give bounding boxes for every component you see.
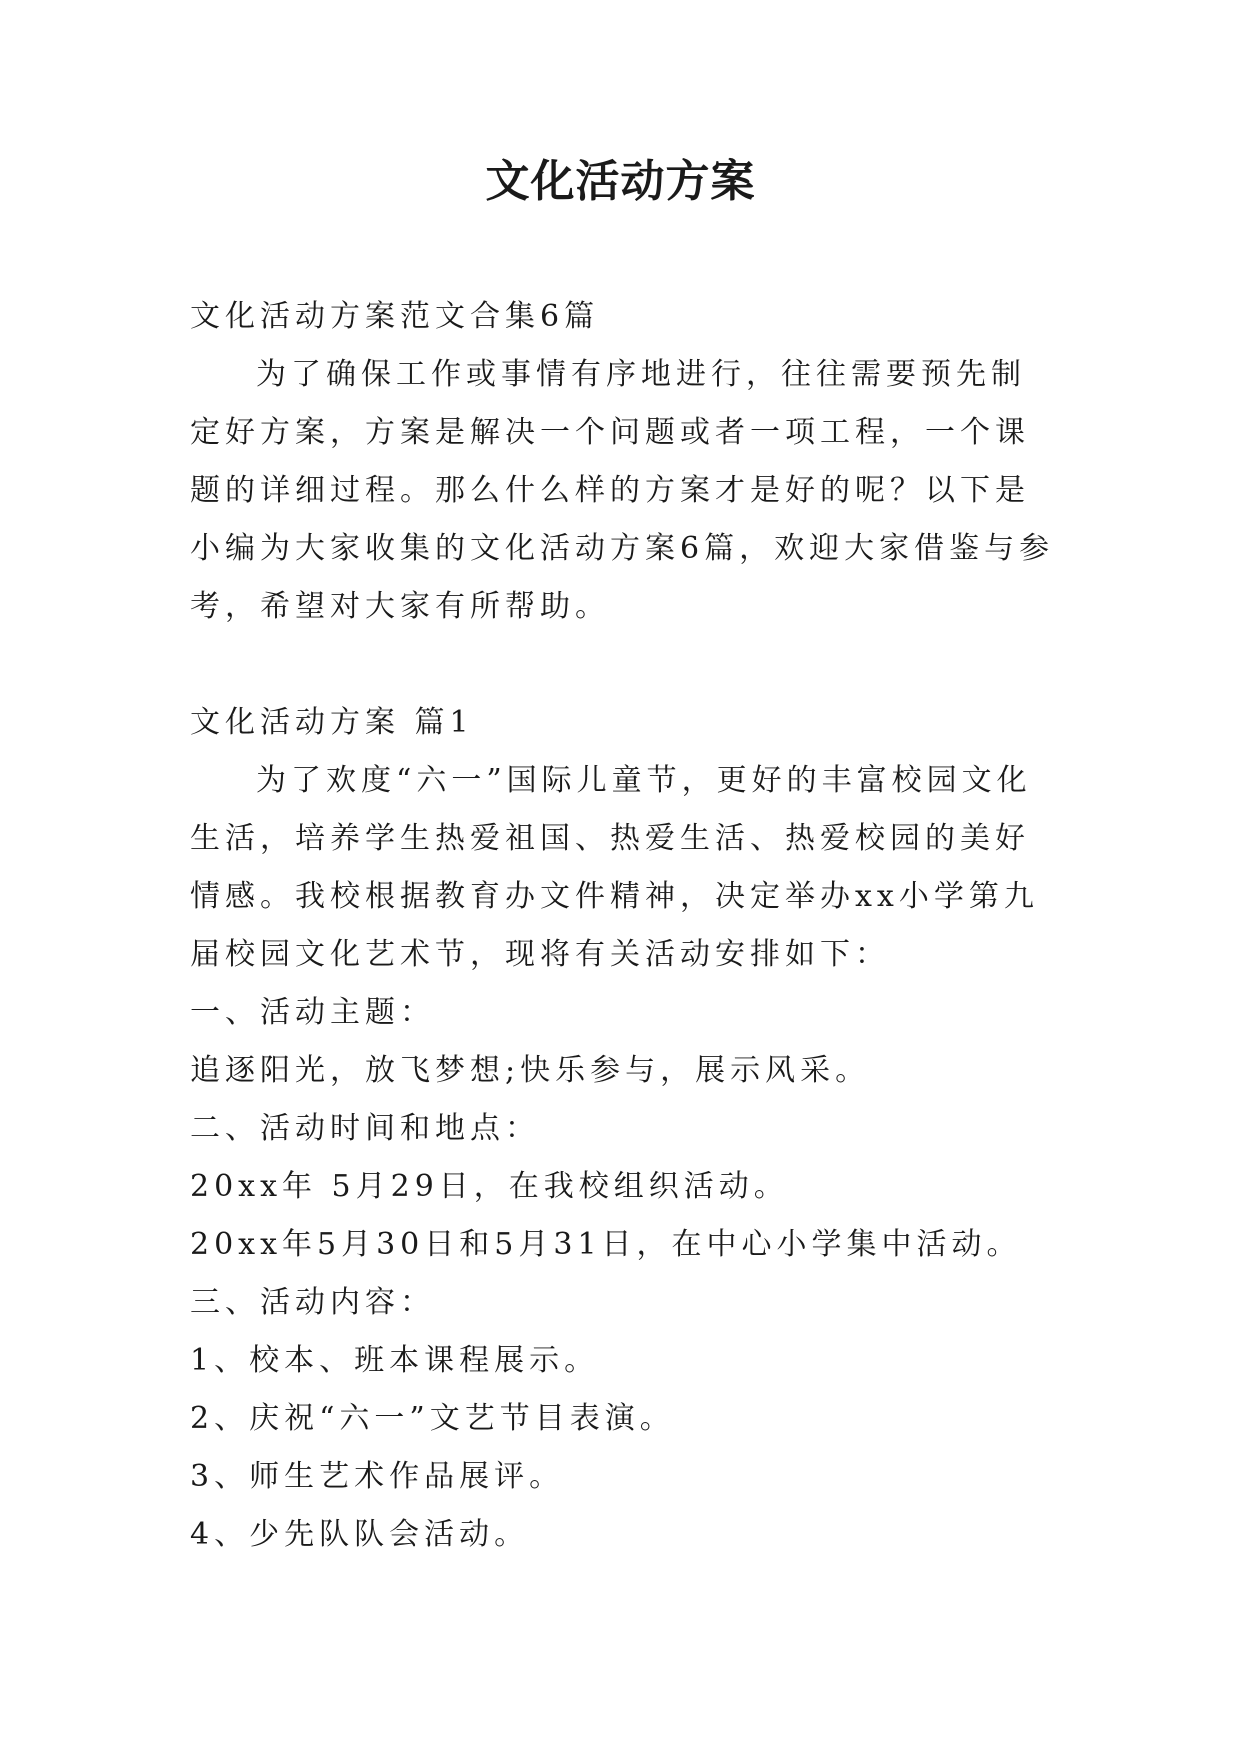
content-item-3: 3、师生艺术作品展评。 — [190, 1459, 565, 1494]
activity-content-heading: 三、活动内容： — [190, 1285, 435, 1320]
activity-theme-heading: 一、活动主题： — [190, 995, 435, 1030]
activity-time-place-heading: 二、活动时间和地点： — [190, 1111, 540, 1146]
activity-date-line-2: 20xx年5月30日和5月31日，在中心小学集中活动。 — [190, 1227, 1022, 1262]
intro-paragraph: 为了确保工作或事情有序地进行，往往需要预先制定好方案，方案是解决一个问题或者一项工程，一个课题的详细过程。那么什么样的方案才是好的呢？以下是小编为大家收集的文化活动方案6篇，欢迎大家借鉴与参考，希望对大家有所帮助。 — [190, 357, 1055, 624]
content-item-2: 2、庆祝“六一”文艺节目表演。 — [190, 1401, 675, 1436]
collection-subtitle: 文化活动方案范文合集6篇 — [190, 299, 600, 334]
content-item-1: 1、校本、班本课程展示。 — [190, 1343, 600, 1378]
content-item-4: 4、少先队队会活动。 — [190, 1517, 530, 1552]
section-intro-paragraph: 为了欢度“六一”国际儿童节，更好的丰富校园文化生活，培养学生热爱祖国、热爱生活、热爱校园的美好情感。我校根据教育办文件精神，决定举办xx小学第九届校园文化艺术节，现将有关活动安排如下： — [190, 763, 1039, 972]
activity-date-line-1: 20xx年 5月29日，在我校组织活动。 — [190, 1169, 789, 1204]
document-title: 文化活动方案 — [485, 156, 756, 207]
section-heading: 文化活动方案 篇1 — [190, 705, 474, 740]
activity-theme-text: 追逐阳光，放飞梦想;快乐参与，展示风采。 — [190, 1053, 871, 1088]
spacer — [190, 636, 1060, 694]
document-body — [190, 288, 1060, 1564]
